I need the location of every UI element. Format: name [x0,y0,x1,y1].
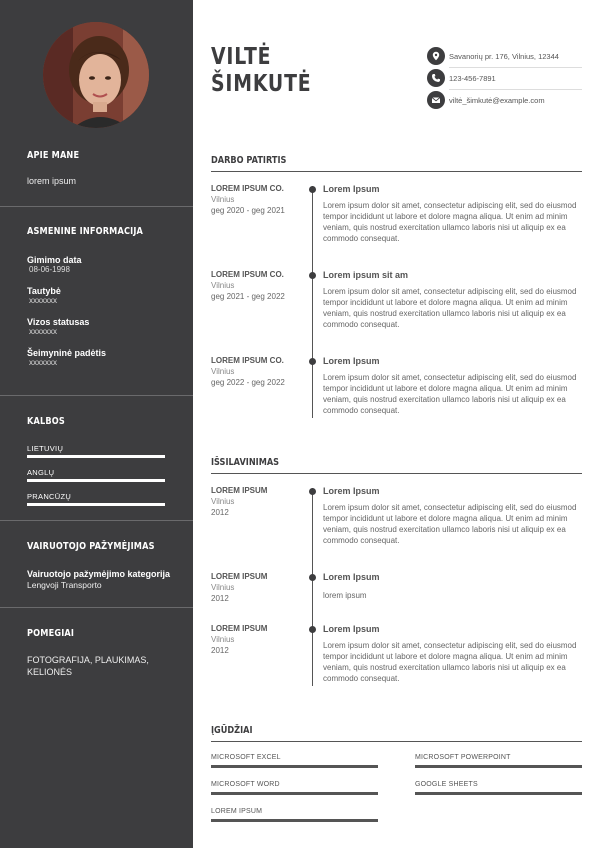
entry-description: lorem ipsum [323,591,367,600]
hobbies-text: FOTOGRAFIJA, PLAUKIMAS, KELIONĖS [27,655,149,677]
personal-value: xxxxxxx [29,358,57,367]
sidebar [0,0,193,848]
entry-org: LOREM IPSUM CO. [211,184,284,193]
entry-org: LOREM IPSUM [211,572,268,581]
education-title: IŠSILAVINIMAS [211,457,280,468]
location-icon [427,47,445,65]
about-title: APIE MANE [27,150,80,161]
entry-title: Lorem Ipsum [323,572,380,582]
skill-level-bar [211,792,378,795]
sidebar-divider [0,206,193,207]
skills-title: ĮGŪDŽIAI [211,725,253,736]
language-name: LIETUVIŲ [27,444,64,453]
personal-info-title: ASMENINĖ INFORMACIJA [27,226,144,237]
personal-item [27,255,177,274]
email-icon [427,91,445,109]
entry-city: Vilnius [211,635,235,644]
entry-org: LOREM IPSUM [211,624,268,633]
about-section [27,150,177,187]
entry-org: LOREM IPSUM CO. [211,356,284,365]
entry-description: Lorem ipsum dolor sit amet, consectetur adipiscing elit, sed do eiusmod tempor incididunt ut labore et dolore magna aliqua. Ut enim ad minim veniam, quis nostrud exercitation ullamco laboris nisi ut aliquip ex ea commodo consequat. [323,201,577,243]
skill-item [211,808,378,822]
language-name: ANGLŲ [27,468,55,477]
about-text: lorem ipsum [27,176,77,186]
entry-date: 2012 [211,594,229,603]
entry-title: Lorem Ipsum [323,624,380,634]
skill-name: LOREM IPSUM [211,808,263,815]
personal-label: Vizos statusas [27,317,90,327]
hobbies-title: POMĖGIAI [27,628,75,639]
timeline-dot [309,186,316,193]
experience-title: DARBO PATIRTIS [211,155,287,166]
skill-name: MICROSOFT POWERPOINT [415,754,511,761]
personal-label: Gimimo data [27,255,82,265]
personal-label: Šeimyninė padėtis [27,348,107,358]
language-item [27,492,177,506]
personal-item [27,348,177,367]
phone-text[interactable]: 123-456-7891 [449,73,496,83]
education-timeline [312,488,313,686]
entry-city: Vilnius [211,195,235,204]
license-value: Lengvoji Transporto [27,580,102,590]
full-name [211,44,311,98]
entry-date: geg 2021 - geg 2022 [211,292,285,301]
languages-section [27,416,177,506]
entry-description: Lorem ipsum dolor sit amet, consectetur adipiscing elit, sed do eiusmod tempor incididunt ut labore et dolore magna aliqua. Ut enim ad minim veniam, quis nostrud exercitation ullamco laboris nisi ut aliquip ex ea commodo consequat. [323,287,577,329]
entry-title: Lorem Ipsum [323,486,380,496]
personal-value: xxxxxxx [29,296,57,305]
avatar-portrait [43,22,149,128]
skill-name: MICROSOFT EXCEL [211,754,281,761]
profile-photo [43,22,149,128]
first-name: VILTĖ [211,44,272,70]
timeline-dot [309,358,316,365]
last-name: ŠIMKUTĖ [211,71,312,97]
contact-email [427,89,582,111]
entry-date: 2012 [211,646,229,655]
entry-org: LOREM IPSUM CO. [211,270,284,279]
skill-level-bar [415,792,582,795]
entry-description: Lorem ipsum dolor sit amet, consectetur adipiscing elit, sed do eiusmod tempor incididunt ut labore et dolore magna aliqua. Ut enim ad minim veniam, quis nostrud exercitation ullamco laboris nisi ut aliquip ex ea commodo consequat. [323,503,577,545]
entry-org: LOREM IPSUM [211,486,268,495]
timeline-dot [309,272,316,279]
license-title: VAIRUOTOJO PAŽYMĖJIMAS [27,541,155,552]
personal-item [27,286,177,305]
skill-item [415,754,582,768]
license-label: Vairuotojo pažymėjimo kategorija [27,569,171,579]
personal-label: Tautybė [27,286,61,296]
language-level-bar [27,455,165,458]
license-section [27,541,177,591]
sidebar-divider [0,395,193,396]
phone-icon [427,69,445,87]
contact-address [427,45,582,67]
language-item [27,444,177,458]
personal-info-section [27,226,177,367]
skills-divider [211,741,582,742]
entry-city: Vilnius [211,583,235,592]
contact-phone [427,67,582,89]
skill-item [211,781,378,795]
entry-title: Lorem Ipsum [323,184,380,194]
language-level-bar [27,479,165,482]
skill-item [211,754,378,768]
hobbies-section [27,628,177,678]
experience-timeline [312,186,313,418]
language-level-bar [27,503,165,506]
sidebar-divider [0,520,193,521]
skill-name: GOOGLE SHEETS [415,781,478,788]
skill-level-bar [415,765,582,768]
timeline-dot [309,574,316,581]
entry-date: geg 2020 - geg 2021 [211,206,285,215]
personal-value: 08-06-1998 [29,265,70,274]
timeline-dot [309,488,316,495]
entry-city: Vilnius [211,497,235,506]
entry-city: Vilnius [211,281,235,290]
languages-title: KALBOS [27,416,65,427]
entry-title: Lorem Ipsum [323,356,380,366]
skill-name: MICROSOFT WORD [211,781,280,788]
entry-description: Lorem ipsum dolor sit amet, consectetur adipiscing elit, sed do eiusmod tempor incididunt ut labore et dolore magna aliqua. Ut enim ad minim veniam, quis nostrud exercitation ullamco laboris nisi ut aliquip ex ea commodo consequat. [323,641,577,683]
experience-divider [211,171,582,172]
sidebar-divider [0,607,193,608]
skill-item [415,781,582,795]
skill-level-bar [211,819,378,822]
timeline-dot [309,626,316,633]
language-item [27,468,177,482]
entry-date: 2012 [211,508,229,517]
personal-value: xxxxxxx [29,327,57,336]
entry-date: geg 2022 - geg 2022 [211,378,285,387]
address-text: Savanorių pr. 176, Vilnius, 12344 [449,51,559,61]
education-divider [211,473,582,474]
email-text[interactable]: viltė_šimkutė@example.com [449,95,545,105]
entry-description: Lorem ipsum dolor sit amet, consectetur adipiscing elit, sed do eiusmod tempor incididunt ut labore et dolore magna aliqua. Ut enim ad minim veniam, quis nostrud exercitation ullamco laboris nisi ut aliquip ex ea commodo consequat. [323,373,577,415]
skill-level-bar [211,765,378,768]
personal-item [27,317,177,336]
entry-title: Lorem ipsum sit am [323,270,409,280]
entry-city: Vilnius [211,367,235,376]
language-name: PRANCŪZŲ [27,492,72,501]
